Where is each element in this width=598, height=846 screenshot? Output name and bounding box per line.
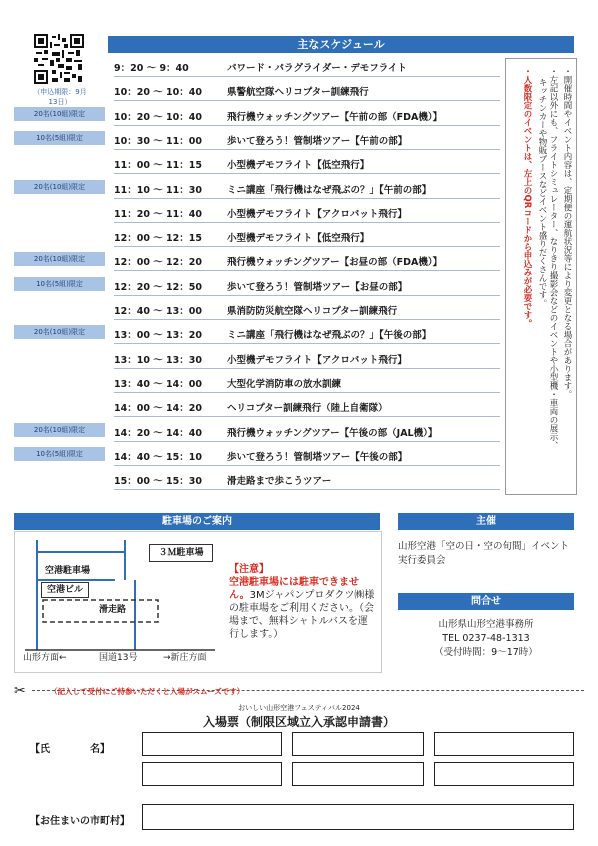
event-title: 飛行機ウォッチングツアー【お昼の部（FDA機）】 <box>227 257 443 269</box>
schedule-row <box>14 298 500 320</box>
festival-name: おいしい山形空港フェスティバル2024 <box>238 704 360 712</box>
schedule-row <box>14 79 500 101</box>
event-time: 14：40 ～ 15：10 <box>114 451 202 463</box>
name-field-1[interactable] <box>142 732 282 756</box>
event-title: 歩いて登ろう！管制塔ツアー【お昼の部】 <box>227 281 408 293</box>
lot-airport: 空港駐車場 <box>45 566 91 576</box>
event-title: 飛行機ウォッチングツアー【午前の部（FDA機）】 <box>227 111 443 123</box>
name-field-6[interactable] <box>434 762 574 786</box>
route-label: 国道13号 <box>99 653 138 663</box>
contact-hours: （受付時間：9～17時） <box>434 647 538 658</box>
event-title: 小型機デモフライト【低空飛行】 <box>227 233 370 245</box>
limit-badge: 20名(10組)限定 <box>14 325 105 339</box>
schedule-row <box>14 201 500 223</box>
ticket-title: 入場票（制限区域立入承認申請書） <box>202 715 395 729</box>
limit-badge: 10名(5組)限定 <box>14 447 105 461</box>
contact-info <box>398 618 574 660</box>
event-title: 小型機デモフライト【アクロバット飛行】 <box>227 208 407 220</box>
note-2b: キッチンカーや物販ブースなどイベント盛りだくさんです。 <box>537 78 547 308</box>
schedule-row <box>14 395 500 417</box>
schedule-title: 主なスケジュール <box>108 36 574 53</box>
schedule-row <box>14 177 500 199</box>
event-title: 県警航空隊ヘリコプター訓練飛行 <box>227 87 369 99</box>
address-field[interactable] <box>142 804 574 830</box>
limit-badge: 20名(10組)限定 <box>14 252 105 266</box>
name-field-2[interactable] <box>292 732 424 756</box>
contact-title: 問合せ <box>398 593 574 610</box>
name-label: 【氏 名】 <box>30 744 110 755</box>
event-time: 13：10 ～ 13：30 <box>114 354 202 366</box>
event-time: 13：00 ～ 13：20 <box>114 330 202 342</box>
contact-tel: TEL 0237-48-1313 <box>442 633 530 644</box>
schedule-row <box>14 104 500 126</box>
address-label: 【お住まいの市町村】 <box>30 816 130 827</box>
event-time: 10：20 ～ 10：40 <box>114 87 202 99</box>
schedule-row <box>14 322 500 344</box>
schedule-row <box>14 468 500 490</box>
event-time: 9：20 ～ 9：40 <box>114 63 189 74</box>
event-time: 14：00 ～ 14：20 <box>114 403 202 415</box>
event-time: 12：20 ～ 12：50 <box>114 281 202 293</box>
event-title: ミニ講座「飛行機はなぜ飛ぶの？」【午後の部】 <box>227 330 432 342</box>
event-title: 飛行機ウォッチングツアー【午後の部（JAL機）】 <box>227 427 438 439</box>
event-title: 小型機デモフライト【アクロバット飛行】 <box>227 354 407 366</box>
note-1: ・開催時間やイベント内容は、定期便の運航状況等により変更となる場合があります。 <box>562 67 572 399</box>
limit-badge: 20名(10組)限定 <box>14 180 105 194</box>
runway-label: 滑走路 <box>99 605 127 615</box>
event-time: 14：20 ～ 14：40 <box>114 427 202 439</box>
caution-title: 【注意】 <box>229 564 269 575</box>
name-field-5[interactable] <box>292 762 424 786</box>
schedule-row <box>14 420 500 442</box>
ticket-note: （記入して受付にご持参いただくと入場がスムーズです） <box>50 687 245 696</box>
event-time: 11：10 ～ 11：30 <box>114 184 202 196</box>
schedule-row <box>14 249 500 271</box>
limit-badge: 10名(5組)限定 <box>14 277 105 291</box>
contact-name: 山形県山形空港事務所 <box>438 619 534 630</box>
event-title: 歩いて登ろう！管制塔ツアー【午後の部】 <box>227 451 408 463</box>
direction-left: 山形方面← <box>23 653 67 663</box>
airport-building: 空港ビル <box>41 582 89 598</box>
schedule-row <box>14 274 500 296</box>
limit-badge: 20名(10組)限定 <box>14 107 105 121</box>
caution-red: 空港駐車場には駐車できません。 <box>229 577 359 601</box>
event-title: パワード・パラグライダー・デモフライト <box>227 63 407 74</box>
event-time: 11：20 ～ 11：40 <box>114 208 202 220</box>
event-time: 10：20 ～ 10：40 <box>114 111 202 123</box>
event-time: 13：40 ～ 14：00 <box>114 378 202 390</box>
organizer-body: 山形空港「空の日・空の旬間」イベント実行委員会 <box>398 541 570 566</box>
limit-badge: 10名(5組)限定 <box>14 131 105 145</box>
event-time: 10：30 ～ 11：00 <box>114 135 202 147</box>
event-time: 15：00 ～ 15：30 <box>114 476 202 488</box>
organizer-title: 主催 <box>398 513 574 530</box>
name-field-3[interactable] <box>434 732 574 756</box>
event-time: 12：00 ～ 12：20 <box>114 257 202 269</box>
event-time: 12：00 ～ 12：15 <box>114 233 202 245</box>
notes-box <box>505 58 577 495</box>
caution-text <box>229 576 377 641</box>
schedule-row <box>14 444 500 466</box>
schedule-row <box>14 371 500 393</box>
event-title: ミニ講座「飛行機はなぜ飛ぶの？」【午前の部】 <box>227 184 432 196</box>
event-title: 歩いて登ろう！管制塔ツアー【午前の部】 <box>227 135 408 147</box>
note-2a: ・左記以外にも、フライトシミュレーター、なりきり撮影会などのイベントや小型機・車両の展示、 <box>548 67 558 450</box>
event-title: 滑走路まで歩こうツアー <box>227 476 332 488</box>
note-3: ・人数限定のイベントは、左上のQRコードから申込みが必要です。 <box>522 67 532 328</box>
parking-title: 駐車場のご案内 <box>14 513 380 530</box>
event-time: 11：00 ～ 11：15 <box>114 160 202 172</box>
name-field-4[interactable] <box>142 762 282 786</box>
direction-right: →新庄方面 <box>163 653 207 663</box>
event-title: 大型化学消防車の放水訓練 <box>227 378 342 390</box>
event-time: 12：40 ～ 13：00 <box>114 306 202 317</box>
event-title: ヘリコプター訓練飛行（陸上自衛隊） <box>227 403 388 415</box>
schedule-row <box>14 152 500 174</box>
scissors-icon: ✂ <box>14 683 26 699</box>
parking-map <box>14 531 382 673</box>
qr-deadline: （申込期限：9月13日） <box>33 88 87 106</box>
caution-body: 3Mジャパンプロダクツ㈱様の駐車場をご利用ください。（会場まで、無料シャトルバスを運行します。） <box>229 590 375 640</box>
schedule-row <box>14 55 500 77</box>
event-title: 小型機デモフライト【低空飛行】 <box>227 160 370 172</box>
schedule-row <box>14 225 500 247</box>
schedule-row <box>14 347 500 369</box>
event-title: 県消防防災航空隊ヘリコプター訓練飛行 <box>227 306 398 317</box>
schedule-row <box>14 128 500 150</box>
limit-badge: 20名(10組)限定 <box>14 423 105 437</box>
lot-3m: ３Ｍ駐車場 <box>149 544 213 562</box>
